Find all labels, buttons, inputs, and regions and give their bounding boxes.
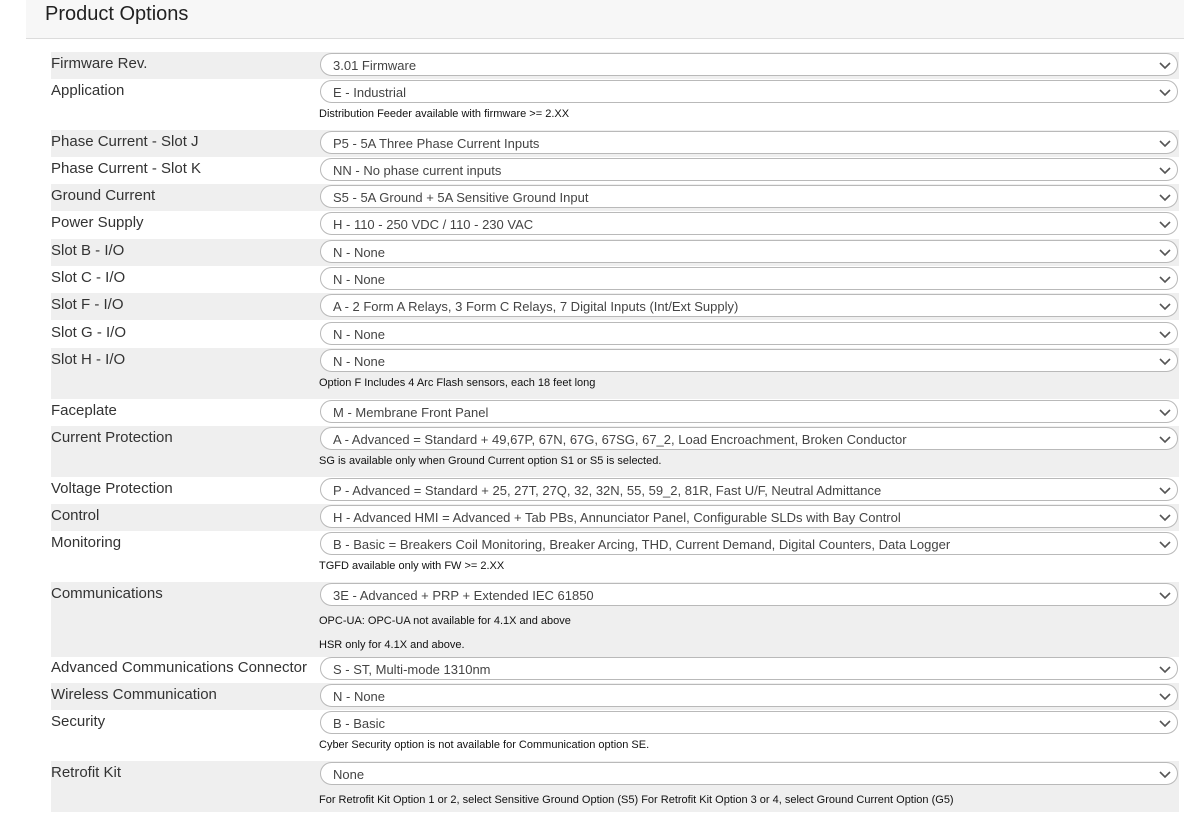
option-label: Faceplate xyxy=(51,402,117,419)
application-select[interactable] xyxy=(320,80,1178,103)
select-value: M - Membrane Front Panel xyxy=(333,405,489,420)
note-row-monitoring xyxy=(51,558,1179,582)
ground-current-select[interactable] xyxy=(320,185,1178,208)
option-row-monitoring xyxy=(51,531,1179,558)
select-value: S - ST, Multi-mode 1310nm xyxy=(333,662,491,677)
power-supply-select[interactable] xyxy=(320,212,1178,235)
option-row-retrofit-kit xyxy=(51,761,1179,812)
select-value: P - Advanced = Standard + 25, 27T, 27Q, 32, 32N, 55, 59_2, 81R, Fast U/F, Neutral Admittance xyxy=(333,483,882,498)
option-note: HSR only for 4.1X and above. xyxy=(319,639,465,651)
option-label: Security xyxy=(51,713,106,730)
option-row-slot-b-io xyxy=(51,239,1179,266)
option-label: Advanced Communications Connector xyxy=(51,659,307,676)
chevron-down-icon xyxy=(1159,433,1171,445)
note-row-security xyxy=(51,737,1179,761)
option-label: Slot C - I/O xyxy=(51,269,126,286)
select-value: S5 - 5A Ground + 5A Sensitive Ground Input xyxy=(333,190,589,205)
communications-select[interactable] xyxy=(320,583,1178,606)
option-label: Power Supply xyxy=(51,214,144,231)
select-value: N - None xyxy=(333,354,386,369)
select-value: H - Advanced HMI = Advanced + Tab PBs, Annunciator Panel, Configurable SLDs with Bay Control xyxy=(333,510,901,525)
option-row-communications xyxy=(51,582,1179,657)
slot-c-io-select[interactable] xyxy=(320,267,1178,290)
chevron-down-icon xyxy=(1159,273,1171,285)
chevron-down-icon xyxy=(1159,246,1171,258)
chevron-down-icon xyxy=(1159,328,1171,340)
option-row-power-supply xyxy=(51,211,1179,238)
option-label: Wireless Communication xyxy=(51,686,217,703)
chevron-down-icon xyxy=(1159,589,1171,601)
option-label: Firmware Rev. xyxy=(51,55,148,72)
option-label: Slot G - I/O xyxy=(51,324,127,341)
retrofit-kit-select[interactable] xyxy=(320,762,1178,785)
chevron-down-icon xyxy=(1159,137,1171,149)
select-value: E - Industrial xyxy=(333,85,406,100)
select-value: B - Basic xyxy=(333,716,386,731)
select-value: N - None xyxy=(333,272,386,287)
option-label: Slot H - I/O xyxy=(51,351,126,368)
slot-g-io-select[interactable] xyxy=(320,322,1178,345)
option-row-slot-g-io xyxy=(51,321,1179,348)
phase-current-slot-j-select[interactable] xyxy=(320,131,1178,154)
chevron-down-icon xyxy=(1159,59,1171,71)
chevron-down-icon xyxy=(1159,690,1171,702)
option-row-wireless-communication xyxy=(51,683,1179,710)
option-row-ground-current xyxy=(51,184,1179,211)
option-row-slot-h-io xyxy=(51,348,1179,375)
page-title: Product Options xyxy=(45,3,189,25)
option-label: Monitoring xyxy=(51,534,122,551)
option-row-faceplate xyxy=(51,399,1179,426)
option-label: Application xyxy=(51,82,125,99)
option-row-phase-current-slot-j xyxy=(51,130,1179,157)
chevron-down-icon xyxy=(1159,218,1171,230)
option-label: Voltage Protection xyxy=(51,480,173,497)
option-note: Cyber Security option is not available for Communication option SE. xyxy=(319,739,650,751)
chevron-down-icon xyxy=(1159,717,1171,729)
select-value: A - 2 Form A Relays, 3 Form C Relays, 7 Digital Inputs (Int/Ext Supply) xyxy=(333,299,739,314)
option-row-voltage-protection xyxy=(51,477,1179,504)
select-value: B - Basic = Breakers Coil Monitoring, Breaker Arcing, THD, Current Demand, Digital Counters, Data Logger xyxy=(333,537,951,552)
select-value: N - None xyxy=(333,327,386,342)
control-select[interactable] xyxy=(320,505,1178,528)
chevron-down-icon xyxy=(1159,86,1171,98)
chevron-down-icon xyxy=(1159,355,1171,367)
option-row-application xyxy=(51,79,1179,106)
chevron-down-icon xyxy=(1159,191,1171,203)
option-label: Slot F - I/O xyxy=(51,296,124,313)
monitoring-select[interactable] xyxy=(320,532,1178,555)
option-row-firmware-rev xyxy=(51,52,1179,79)
option-label: Current Protection xyxy=(51,429,173,446)
option-label: Control xyxy=(51,507,100,524)
chevron-down-icon xyxy=(1159,300,1171,312)
chevron-down-icon xyxy=(1159,164,1171,176)
security-select[interactable] xyxy=(320,711,1178,734)
option-row-control xyxy=(51,504,1179,531)
faceplate-select[interactable] xyxy=(320,400,1178,423)
select-value: 3E - Advanced + PRP + Extended IEC 61850 xyxy=(333,588,594,603)
option-label: Communications xyxy=(51,585,163,602)
option-note: For Retrofit Kit Option 1 or 2, select Sensitive Ground Option (S5) For Retrofit Kit Option 3 or 4, select Ground Current Option (G5) xyxy=(319,794,954,806)
option-row-slot-c-io xyxy=(51,266,1179,293)
select-value: 3.01 Firmware xyxy=(333,58,417,73)
chevron-down-icon xyxy=(1159,538,1171,550)
option-row-current-protection xyxy=(51,426,1179,453)
option-label: Phase Current - Slot K xyxy=(51,160,202,177)
note-row-slot-h-io xyxy=(51,375,1179,399)
current-protection-select[interactable] xyxy=(320,427,1178,450)
note-row-current-protection xyxy=(51,453,1179,477)
select-value: P5 - 5A Three Phase Current Inputs xyxy=(333,136,540,151)
option-row-phase-current-slot-k xyxy=(51,157,1179,184)
note-row-application xyxy=(51,106,1179,129)
option-label: Ground Current xyxy=(51,187,156,204)
slot-b-io-select[interactable] xyxy=(320,240,1178,263)
chevron-down-icon xyxy=(1159,406,1171,418)
voltage-protection-select[interactable] xyxy=(320,478,1178,501)
option-row-slot-f-io xyxy=(51,293,1179,320)
option-label: Phase Current - Slot J xyxy=(51,133,199,150)
chevron-down-icon xyxy=(1159,768,1171,780)
chevron-down-icon xyxy=(1159,484,1171,496)
select-value: H - 110 - 250 VDC / 110 - 230 VAC xyxy=(333,217,534,232)
option-note: TGFD available only with FW >= 2.XX xyxy=(319,560,505,572)
wireless-communication-select[interactable] xyxy=(320,684,1178,707)
option-note: OPC-UA: OPC-UA not available for 4.1X and above xyxy=(319,615,571,627)
select-value: A - Advanced = Standard + 49,67P, 67N, 67G, 67SG, 67_2, Load Encroachment, Broken Conductor xyxy=(333,432,907,447)
slot-h-io-select[interactable] xyxy=(320,349,1178,372)
select-value: None xyxy=(333,767,365,782)
chevron-down-icon xyxy=(1159,663,1171,675)
option-row-advanced-communications-connector xyxy=(51,656,1179,683)
select-value: N - None xyxy=(333,245,386,260)
select-value: NN - No phase current inputs xyxy=(333,163,502,178)
option-note: SG is available only when Ground Current option S1 or S5 is selected. xyxy=(319,455,662,467)
option-note: Distribution Feeder available with firmware >= 2.XX xyxy=(319,108,570,120)
option-note: Option F Includes 4 Arc Flash sensors, each 18 feet long xyxy=(319,377,596,389)
option-label: Retrofit Kit xyxy=(51,764,122,781)
slot-f-io-select[interactable] xyxy=(320,294,1178,317)
advanced-communications-connector-select[interactable] xyxy=(320,657,1178,680)
firmware-rev-select[interactable] xyxy=(320,53,1178,76)
product-options-header xyxy=(26,0,1184,39)
option-row-security xyxy=(51,710,1179,737)
option-label: Slot B - I/O xyxy=(51,242,125,259)
phase-current-slot-k-select[interactable] xyxy=(320,158,1178,181)
select-value: N - None xyxy=(333,689,386,704)
chevron-down-icon xyxy=(1159,511,1171,523)
